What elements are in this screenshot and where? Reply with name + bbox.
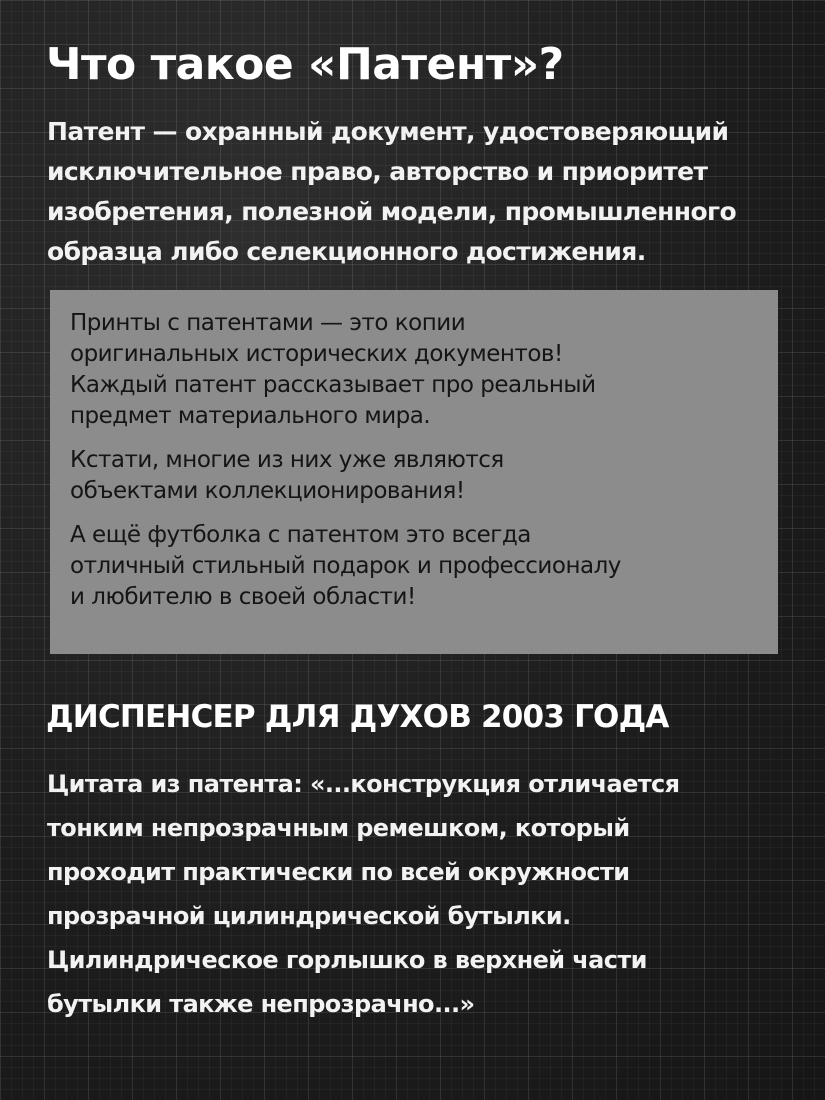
info-line: Каждый патент рассказывает про реальный <box>70 372 596 398</box>
info-line: Кстати, многие из них уже являются <box>70 447 504 473</box>
info-line: А ещё футболка с патентом это всегда <box>70 522 531 548</box>
quote-line: Цитата из патента: «...конструкция отличается <box>47 770 680 798</box>
quote-line: Цилиндрическое горлышко в верхней части <box>47 946 647 974</box>
info-paragraph <box>70 520 758 613</box>
info-line: отличный стильный подарок и профессионалу <box>70 553 621 579</box>
quote-line: бутылки также непрозрачно...» <box>47 990 475 1018</box>
section-title: ДИСПЕНСЕР ДЛЯ ДУХОВ 2003 ГОДА <box>46 699 669 735</box>
info-paragraph <box>70 308 758 432</box>
patent-quote <box>47 762 807 1026</box>
intro-line: Патент — охранный документ, удостоверяющий <box>47 117 729 146</box>
quote-line: прозрачной цилиндрической бутылки. <box>47 902 571 930</box>
info-line: оригинальных исторических документов! <box>70 341 563 367</box>
info-line: Принты с патентами — это копии <box>70 310 466 336</box>
intro-line: изобретения, полезной модели, промышленного <box>47 197 737 226</box>
info-line: объектами коллекционирования! <box>70 478 465 504</box>
intro-line: образца либо селекционного достижения. <box>47 237 646 266</box>
intro-line: исключительное право, авторство и приоритет <box>47 157 708 186</box>
info-box <box>50 290 778 654</box>
info-line: предмет материального мира. <box>70 403 431 429</box>
intro-definition <box>47 112 807 272</box>
quote-line: проходит практически по всей окружности <box>47 858 630 886</box>
page-title: Что такое «Патент»? <box>46 39 564 90</box>
quote-line: тонким непрозрачным ремешком, который <box>47 814 630 842</box>
info-paragraph <box>70 445 758 507</box>
info-line: и любителю в своей области! <box>70 584 416 610</box>
